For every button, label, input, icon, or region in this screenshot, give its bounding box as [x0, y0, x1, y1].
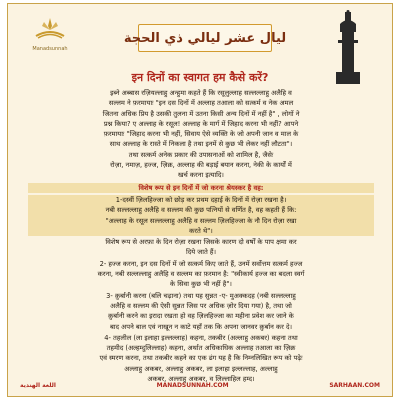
book-logo-icon [30, 14, 70, 44]
point-3: 3- क़ुर्बानी करना (बलि चढ़ाना) तथा यह सुन्नत -ए- मुअक्कदह (नबी सल्लल्लाहु अलैहि व सल्लम की ऐसी सुन्नत जिस पर अधिक ज़ोर दिया गया) है, तथा जो क़ुर्बानी करने का इरादा रखता हो वह ज़िलहिज्जा का महीना प्रवेश कर जाने के बाद अपने बाल एवं नाखून न काटे यहाँ तक कि अपना जानवर क़ुर्बान कर दे। [106, 291, 296, 331]
footer-link-sarhaan[interactable]: SARHAAN.COM [329, 381, 380, 389]
header [8, 4, 392, 86]
point-1: 1-दस्वीं ज़िलहिज्जा को छोड़ कर प्रथम दहाई के दिनों में रोज़ा रखना है। नबी सल्लल्लाहु अलैहि व सल्लम की कुछ पत्नियों से वर्णित है, वह कहती हैं कि: "अल्लाह के रसूल सल्लल्लाहु अलैहि व सल्लम ज़िलहिज्जा के नौ दिन रोज़ा रखा करते थे"। [28, 195, 374, 236]
point-4: 4- तहलील (ला इलाहा इल्लल्लाह) कहना, तकबीर (अल्लाहु अकबर) कहना तथा तहमीद (अल्हम्दुलिल्लाह) कहना, अर्थात अधिकाधिक अल्लाह तआला का ज़िक्र एवं स्मरण करना, तथा तकबीर कहने का एक ढंग यह है कि निम्नलिखित रूप को पढ़ेः अल्लाहु अकबर, अल्लाहु अकबर, ला इलाहा इल्लल्लाह, अल्लाहु अकबर, अल्लाहु अकबर, व लिल्लाहिल हम्द। [99, 333, 303, 384]
point-2: 2- हज्ज करना, इन दस दिनों में जो सत्कर्म किए जाते हैं, उनमें सर्वोत्तम सत्कर्म हज्ज करना, नबी सल्लल्लाहु अलैहि व सल्लम का फ़रमान है: "स्वीकार्य हज्ज का बदला स्वर्ग के सिवा कुछ भी नहीं है"। [97, 259, 305, 289]
document-page [7, 3, 393, 397]
footer-language: اللغة الهندية [20, 381, 56, 389]
site-logo [30, 14, 70, 60]
page-title: ليال عشر ليالي ذي الحجة [123, 30, 287, 46]
title-box [123, 24, 287, 52]
highlight-heading: विशेष रूप से इन दिनों में जो करना श्रेयस्कर है वह: [28, 183, 374, 193]
subtitle: इन दिनों का स्वागत हम कैसे करें? [131, 71, 269, 84]
point-1-arafah: विशेष रूप से अरफ़ा के दिन रोज़ा रखना जिसके कारण दो वर्षों के पाप क्षमा कर दिये जाते हैं। [105, 238, 297, 257]
footer-link-manadsunnah[interactable]: MANADSUNNAH.COM [156, 381, 229, 389]
footer [20, 379, 380, 391]
article-body [28, 88, 374, 384]
intro-paragraph: इब्ने अब्बास रज़ियल्लाहु अन्हुमा कहते हैं कि रसूलुल्लाह सल्लल्लाहु अलैहि व सल्लम ने फ़रमायाः "इन दस दिनों में अल्लाह तआला को सत्कर्म व नेक अमल जितना अधिक प्रिय है उसकी तुलना में उतना किसी अन्य दिनों में नहीं है" , लोगों ने प्रश्न किया? ए अल्लाह के रसूल! अल्लाह के मार्ग में जिहाद करना भी नहीं? आपने फ़रमायाः "जिहाद करना भी नहीं, सिवाय ऐसे व्यक्ति के जो अपनी जान व माल के साथ अल्लाह के रास्ते में निकला है तथा इनमें से कुछ भी लेकर नहीं लौटता"। तथा सत्कर्म अनेक प्रकार की उपासनाओं को शामिल है, जैसेः रोज़ा, नमाज़, हज्ज, ज़िक्र, अल्लाह की बड़ाई बयान करना, नेकी के कार्यों में खर्च करना इत्यादि। [102, 89, 300, 180]
logo-text: Manadsunnah [32, 46, 68, 52]
